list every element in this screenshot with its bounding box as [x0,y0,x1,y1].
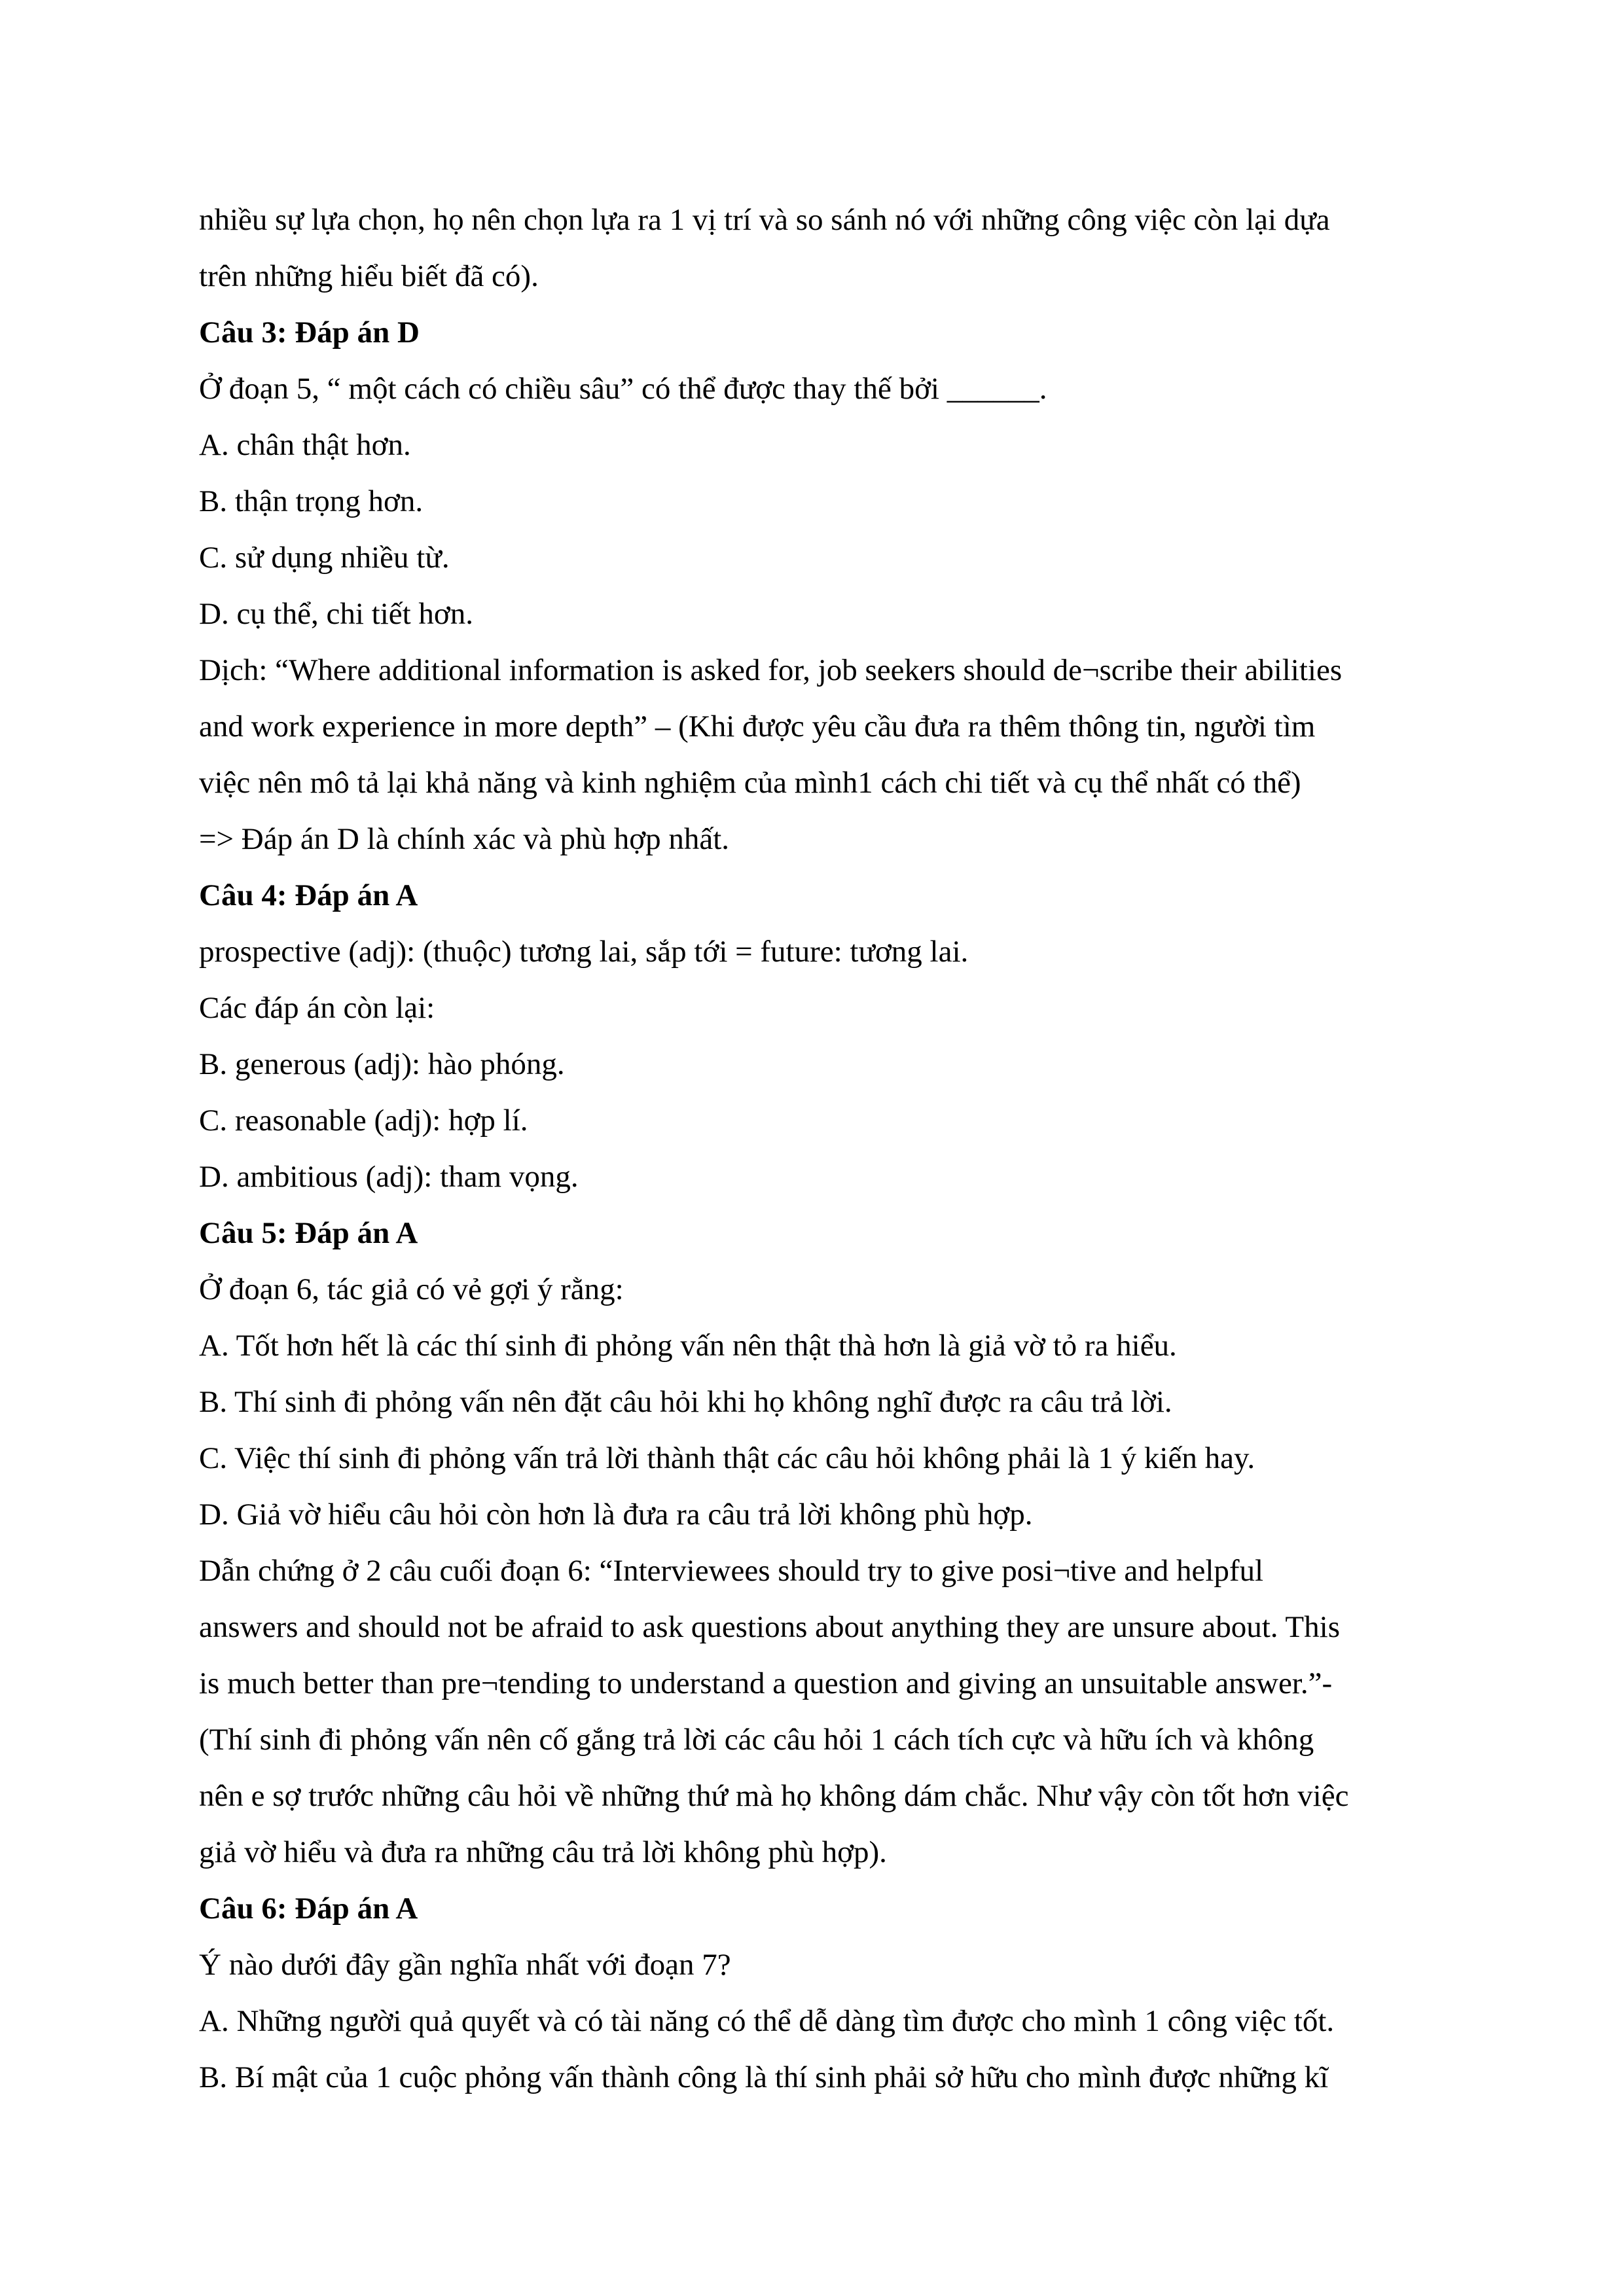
question-heading: Câu 6: Đáp án A [199,1892,418,1926]
text-line: Dịch: “Where additional information is asked for, job seekers should de¬scribe their abilities [199,653,1343,687]
answer-option: A. Tốt hơn hết là các thí sinh đi phỏng vấn nên thật thà hơn là giả vờ tỏ ra hiểu. [199,1329,1177,1363]
answer-option: C. sử dụng nhiều từ. [199,541,450,575]
text-line: is much better than pre¬tending to understand a question and giving an unsuitable answer.”- [199,1666,1333,1700]
text-line: việc nên mô tả lại khả năng và kinh nghiệm của mình1 cách chi tiết và cụ thể nhất có thể) [199,766,1301,800]
text-line: nên e sợ trước những câu hỏi về những thứ mà họ không dám chắc. Như vậy còn tốt hơn việc [199,1779,1349,1813]
text-line: Các đáp án còn lại: [199,991,435,1025]
answer-option: A. chân thật hơn. [199,428,411,462]
answer-option: C. reasonable (adj): hợp lí. [199,1103,528,1138]
answer-option: D. cụ thể, chi tiết hơn. [199,597,474,631]
question-prompt: Ở đoạn 6, tác giả có vẻ gợi ý rằng: [199,1272,624,1306]
question-heading: Câu 4: Đáp án A [199,878,418,912]
answer-option: D. Giả vờ hiểu câu hỏi còn hơn là đưa ra câu trả lời không phù hợp. [199,1498,1033,1532]
text-line: => Đáp án D là chính xác và phù hợp nhất. [199,822,730,856]
text-line: Dẫn chứng ở 2 câu cuối đoạn 6: “Interviewees should try to give posi¬tive and helpful [199,1554,1264,1588]
text-line: prospective (adj): (thuộc) tương lai, sắp tới = future: tương lai. [199,935,969,969]
text-line: answers and should not be afraid to ask questions about anything they are unsure about. This [199,1610,1340,1644]
text-line: giả vờ hiểu và đưa ra những câu trả lời không phù hợp). [199,1835,887,1869]
question-heading: Câu 5: Đáp án A [199,1216,418,1250]
question-prompt: Ở đoạn 5, “ một cách có chiều sâu” có thể được thay thế bởi ______. [199,372,1047,406]
text-line: and work experience in more depth” – (Khi được yêu cầu đưa ra thêm thông tin, người tìm [199,709,1316,744]
answer-option: B. Thí sinh đi phỏng vấn nên đặt câu hỏi khi họ không nghĩ được ra câu trả lời. [199,1385,1172,1419]
text-line: trên những hiểu biết đã có). [199,259,539,293]
document-page [199,192,1443,2106]
answer-option: B. Bí mật của 1 cuộc phỏng vấn thành công là thí sinh phải sở hữu cho mình được những kĩ [199,2060,1329,2094]
question-prompt: Ý nào dưới đây gần nghĩa nhất với đoạn 7? [199,1948,731,1982]
text-line: nhiều sự lựa chọn, họ nên chọn lựa ra 1 vị trí và so sánh nó với những công việc còn lại dựa [199,203,1330,237]
answer-option: D. ambitious (adj): tham vọng. [199,1160,579,1194]
answer-option: C. Việc thí sinh đi phỏng vấn trả lời thành thật các câu hỏi không phải là 1 ý kiến hay. [199,1441,1255,1475]
question-heading: Câu 3: Đáp án D [199,315,420,350]
answer-option: B. thận trọng hơn. [199,484,424,518]
text-line: (Thí sinh đi phỏng vấn nên cố gắng trả lời các câu hỏi 1 cách tích cực và hữu ích và không [199,1723,1314,1757]
answer-option: B. generous (adj): hào phóng. [199,1047,565,1081]
answer-option: A. Những người quả quyết và có tài năng có thể dễ dàng tìm được cho mình 1 công việc tốt. [199,2004,1335,2038]
